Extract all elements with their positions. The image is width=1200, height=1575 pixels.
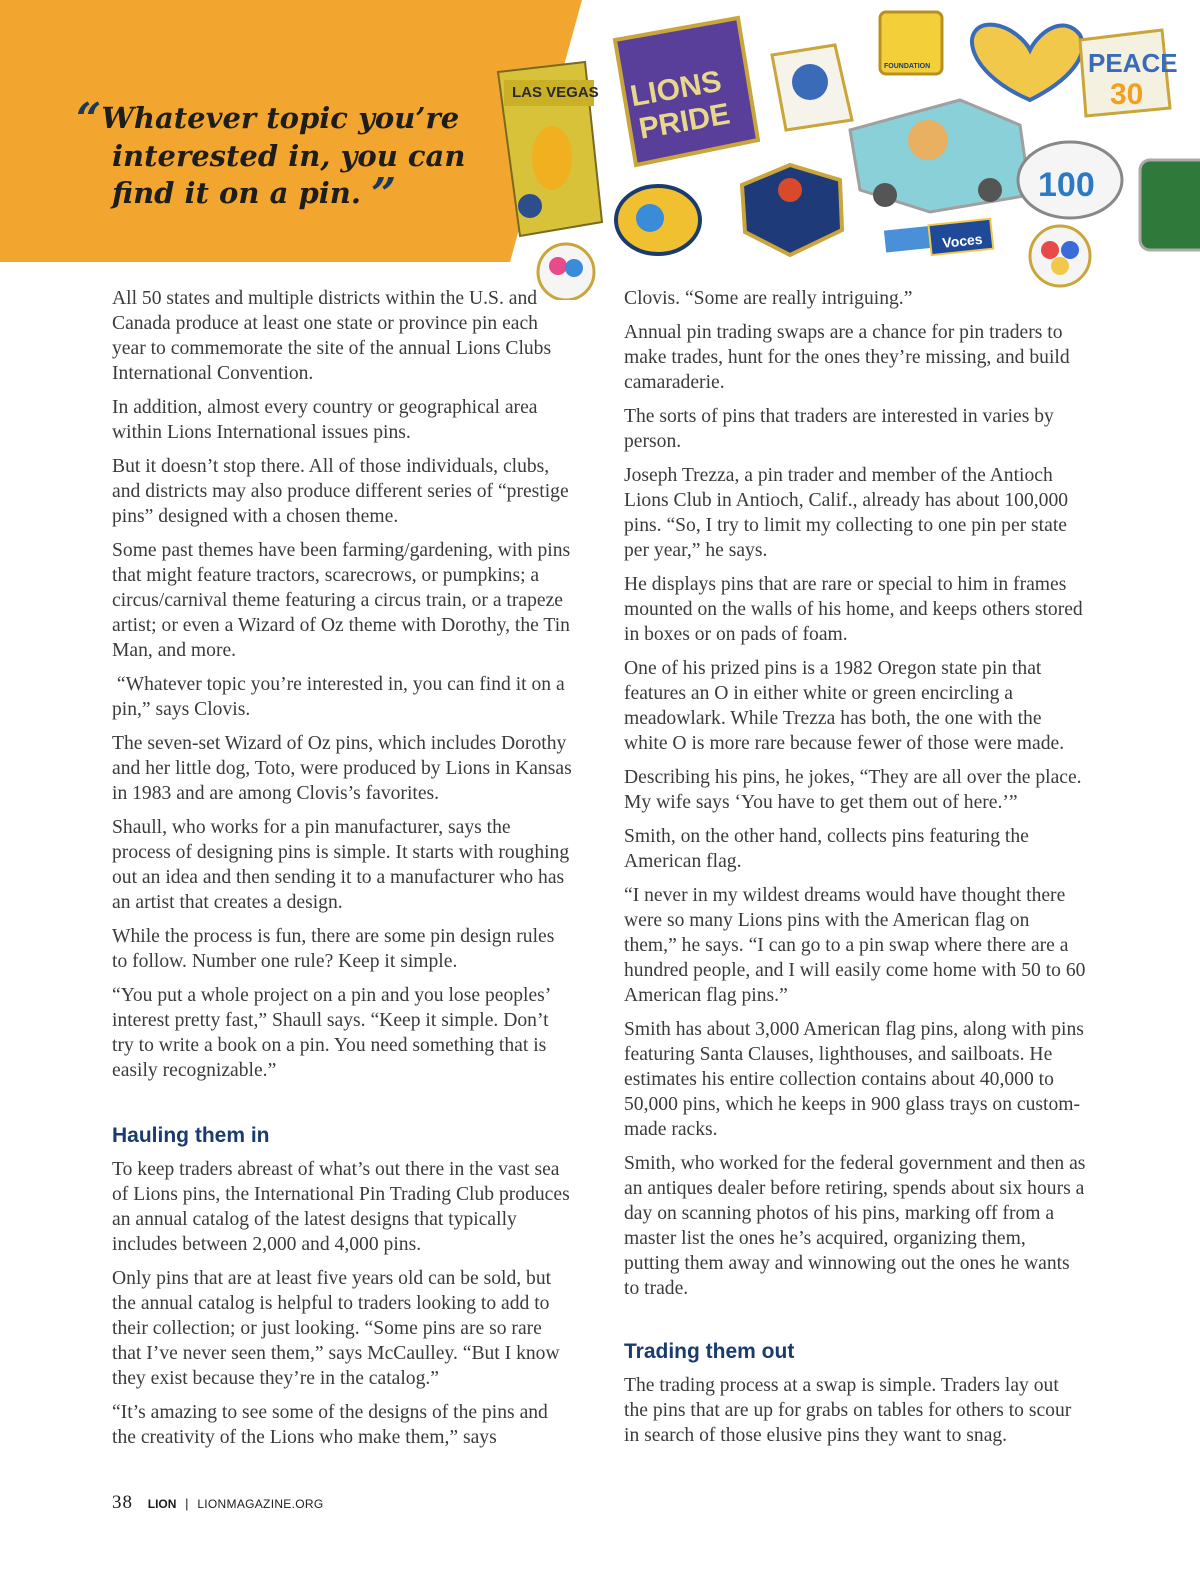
close-quote-mark: ” — [371, 169, 397, 220]
blue-shield-pin — [742, 165, 842, 255]
header-banner — [0, 0, 1200, 262]
body-paragraph: Only pins that are at least five years old can be sold, but the annual catalog is helpful to traders looking to add to their collection; or just looking. “Some pins are so rare that I’ve never seen them,” says McCaulley. “But I know they exist because they’re in the catalog.” — [112, 1268, 560, 1389]
green-pin — [1140, 160, 1200, 250]
open-quote-mark: “ — [76, 94, 102, 145]
body-paragraph: Clovis. “Some are really intriguing.” — [624, 288, 913, 309]
body-paragraph: One of his prized pins is a 1982 Oregon state pin that features an O in either white or green encircling a meadowlark. While Trezza has both, the one with the white O is more rare because fewer of those were made. — [624, 658, 1065, 754]
car-pin — [850, 100, 1030, 212]
pins-collage-image — [490, 0, 1200, 300]
leones-educando-pin — [616, 186, 700, 254]
body-paragraph: Smith has about 3,000 American flag pins, along with pins featuring Santa Clauses, lighthouses, and sailboats. He estimates his entire collection contains about 40,000 to 50,000 pins, which he keeps in 900 glass trays on custom-made racks. — [624, 1019, 1084, 1140]
section-heading-hauling: Hauling them in — [112, 1124, 270, 1147]
body-paragraph: The sorts of pins that traders are interested in varies by person. — [624, 406, 1054, 452]
campaign-100-pin — [1018, 142, 1122, 218]
body-paragraph: While the process is fun, there are some pin design rules to follow. Number one rule? Keep it simple. — [112, 926, 555, 972]
las-vegas-pin — [498, 62, 602, 236]
body-paragraph: Joseph Trezza, a pin trader and member of the Antioch Lions Club in Antioch, Calif., already has about 100,000 pins. “So, I try to limit my collecting to one pin per state per year,” he says. — [624, 465, 1069, 561]
body-paragraph: To keep traders abreast of what’s out there in the vast sea of Lions pins, the International Pin Trading Club produces an annual catalog of the latest designs that typically includes between 2,000 and 4,000 pins. — [112, 1159, 570, 1255]
heart-pin — [972, 25, 1083, 100]
pull-quote — [76, 94, 516, 220]
campaign-pin-text: 100 — [1038, 166, 1095, 204]
body-paragraph: Shaull, who works for a pin manufacturer, says the process of designing pins is simple. It starts with roughing out an idea and then sending it to a manufacturer who has an artist that creates a design. — [112, 817, 570, 913]
body-paragraph: All 50 states and multiple districts within the U.S. and Canada produce at least one state or province pin each year to commemorate the site of the annual Lions Clubs International Convention. — [112, 288, 552, 384]
body-paragraph: Smith, who worked for the federal government and then as an antiques dealer before retiring, spends about six hours a day on scanning photos of his pins, marking off from a master list the ones he’s acquired, organizing them, putting them away and winnowing out the ones he wants to trade. — [624, 1153, 1086, 1299]
body-paragraph: He displays pins that are rare or special to him in frames mounted on the walls of his home, and keeps others stored in boxes or on pads of foam. — [624, 574, 1083, 645]
voces-pin — [884, 219, 993, 255]
lions-pride-pin-text-2: PRIDE — [636, 97, 733, 146]
body-paragraph: “I never in my wildest dreams would have thought there were so many Lions pins with the American flag on them,” he says. “I can go to a pin swap where there are a hundred people, and I will easily come home with 50 to 60 American flag pins.” — [624, 885, 1086, 1006]
body-paragraph: “You put a whole project on a pin and you lose peoples’ interest pretty fast,” Shaull says. “Keep it simple. Don’t try to write a book on a pin. You need something that is easily recognizable.” — [112, 985, 550, 1081]
pull-quote-line-2: interested in, you can — [112, 139, 466, 173]
page-footer — [112, 1492, 323, 1514]
pull-quote-line-1 — [76, 94, 516, 145]
website-link[interactable]: LIONMAGAZINE.ORG — [197, 1497, 324, 1511]
body-paragraph: Some past themes have been farming/gardening, with pins that might feature tractors, scarecrows, or pumpkins; a circus/carnival theme featuring a circus train, or a trapeze artist; or even a Wizard of Oz theme with Dorothy, the Tin Man, and more. — [112, 540, 571, 661]
body-paragraph: But it doesn’t stop there. All of those individuals, clubs, and districts may also produce different series of “prestige pins” designed with a chosen theme. — [112, 456, 569, 527]
body-paragraph: “Whatever topic you’re interested in, you can find it on a pin,” says Clovis. — [112, 674, 565, 720]
body-paragraph: In addition, almost every country or geographical area within Lions International issues pins. — [112, 397, 538, 443]
las-vegas-pin-text: LAS VEGAS — [512, 84, 599, 101]
lions-pride-pin-text-1: LIONS — [627, 64, 724, 114]
left-column — [112, 286, 574, 1459]
voces-pin-text: Voces — [941, 230, 984, 251]
peace-pin-text-1: PEACE — [1088, 48, 1178, 78]
lions-pride-pin — [615, 18, 758, 165]
body-paragraph: “It’s amazing to see some of the designs of the pins and the creativity of the Lions who make them,” says — [112, 1402, 548, 1448]
foundation-pin — [880, 12, 942, 74]
body-paragraph: Annual pin trading swaps are a chance for pin traders to make trades, hunt for the ones they’re missing, and build camaraderie. — [624, 322, 1070, 393]
body-paragraph: The trading process at a swap is simple. Traders lay out the pins that are up for grabs on tables for others to scour in search of those elusive pins they want to snag. — [624, 1375, 1072, 1446]
peace-pin-text-2: 30 — [1110, 78, 1144, 111]
body-paragraph: The seven-set Wizard of Oz pins, which includes Dorothy and her little dog, Toto, were produced by Lions in Kansas in 1983 and are among Clovis’s favorites. — [112, 733, 572, 804]
section-heading-trading: Trading them out — [624, 1340, 795, 1363]
page-number: 38 — [112, 1492, 133, 1513]
footer-separator: | — [185, 1496, 189, 1511]
pull-quote-text-1: Whatever topic you’re — [101, 101, 460, 135]
magazine-brand: LION — [147, 1497, 177, 1511]
body-paragraph: Smith, on the other hand, collects pins featuring the American flag. — [624, 826, 1029, 872]
pinwheel-pin — [1030, 226, 1090, 286]
foundation-pin-text: FOUNDATION — [884, 63, 931, 70]
pull-quote-line-3 — [112, 169, 516, 220]
right-column — [624, 286, 1086, 1457]
globe-square-pin — [772, 45, 852, 130]
peace-pin — [1080, 30, 1178, 116]
body-paragraph: Describing his pins, he jokes, “They are all over the place. My wife says ‘You have to get them out of here.’” — [624, 767, 1082, 813]
pull-quote-text-3: find it on a pin. — [112, 176, 361, 210]
